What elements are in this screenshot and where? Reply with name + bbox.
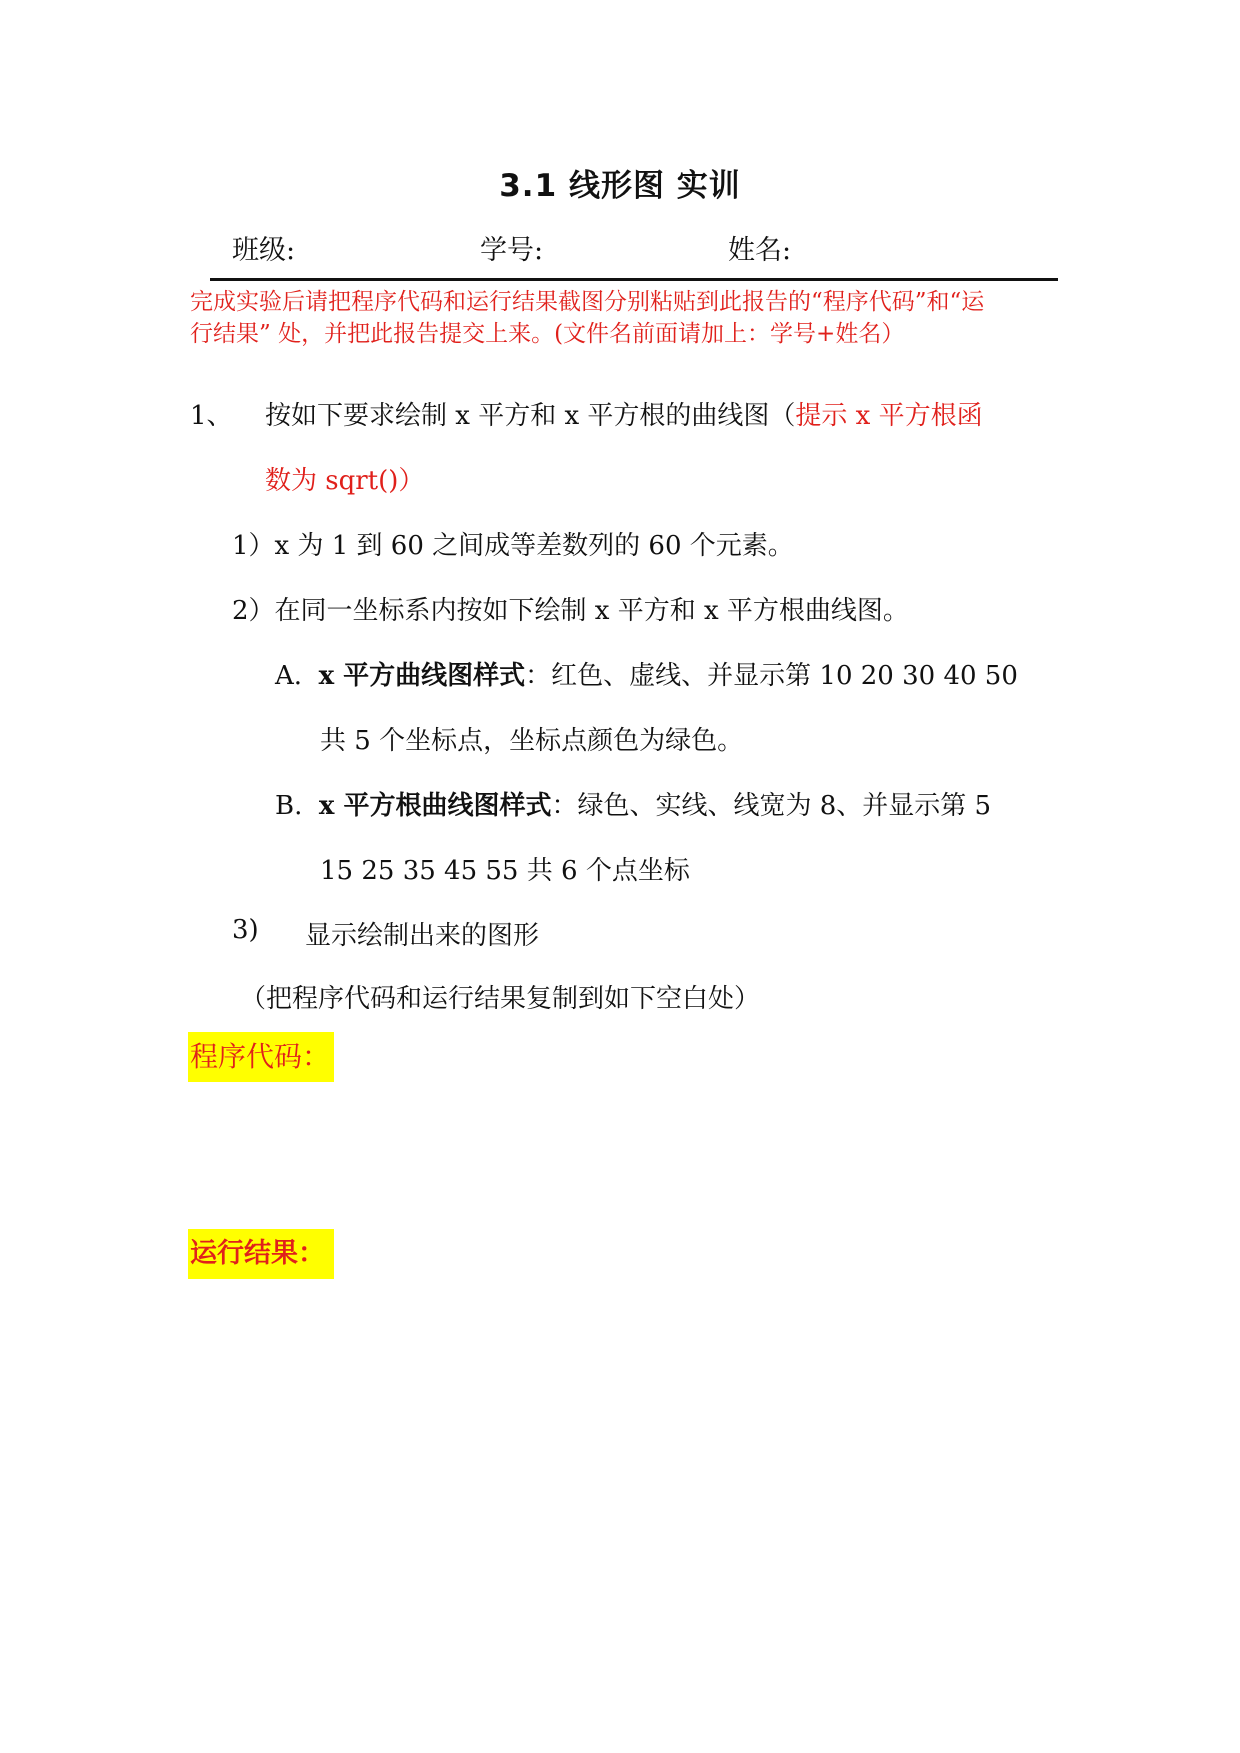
copy-instruction: （把程序代码和运行结果复制到如下空白处） <box>240 984 761 1014</box>
step-b-continued: 15 25 35 45 55 共 6 个点坐标 <box>320 856 690 886</box>
step-1: 1）x 为 1 到 60 之间成等差数列的 60 个元素。 <box>232 531 794 561</box>
step-3-number: 3) <box>232 915 259 945</box>
step-a-text: ：红色、虚线、并显示第 10 20 30 40 50 <box>525 661 1018 691</box>
task-hint-part1: 提示 x 平方根函 <box>795 401 983 431</box>
task-number: 1、 <box>190 401 233 431</box>
result-section-label: 运行结果： <box>188 1229 334 1279</box>
document-title: 3.1 线形图 实训 <box>499 168 741 204</box>
step-2: 2）在同一坐标系内按如下绘制 x 平方和 x 平方根曲线图。 <box>232 596 909 626</box>
code-section-label: 程序代码： <box>188 1032 334 1082</box>
class-label: 班级: <box>232 235 296 266</box>
student-id-label: 学号: <box>480 235 544 266</box>
notice-line-2: 行结果” 处，并把此报告提交上来。(文件名前面请加上：学号+姓名） <box>190 321 905 347</box>
notice-line-1: 完成实验后请把程序代码和运行结果截图分别粘贴到此报告的“程序代码”和“运 <box>190 289 985 315</box>
step-3-text: 显示绘制出来的图形 <box>305 921 540 951</box>
task-text: 按如下要求绘制 x 平方和 x 平方根的曲线图（ <box>265 401 796 431</box>
name-label: 姓名: <box>728 235 792 266</box>
task-description <box>265 395 983 432</box>
step-a-marker: A. <box>275 661 303 691</box>
step-b-text: ：绿色、实线、线宽为 8、并显示第 5 <box>551 791 992 821</box>
header-divider <box>210 278 1058 281</box>
step-b-marker: B. <box>275 791 303 821</box>
step-a-heading: x 平方曲线图样式 <box>318 661 526 691</box>
step-b-heading: x 平方根曲线图样式 <box>318 791 552 821</box>
task-hint-part2: 数为 sqrt()） <box>265 466 425 496</box>
step-a-continued: 共 5 个坐标点，坐标点颜色为绿色。 <box>320 726 744 756</box>
step-b <box>275 785 991 822</box>
step-a <box>275 655 1018 692</box>
